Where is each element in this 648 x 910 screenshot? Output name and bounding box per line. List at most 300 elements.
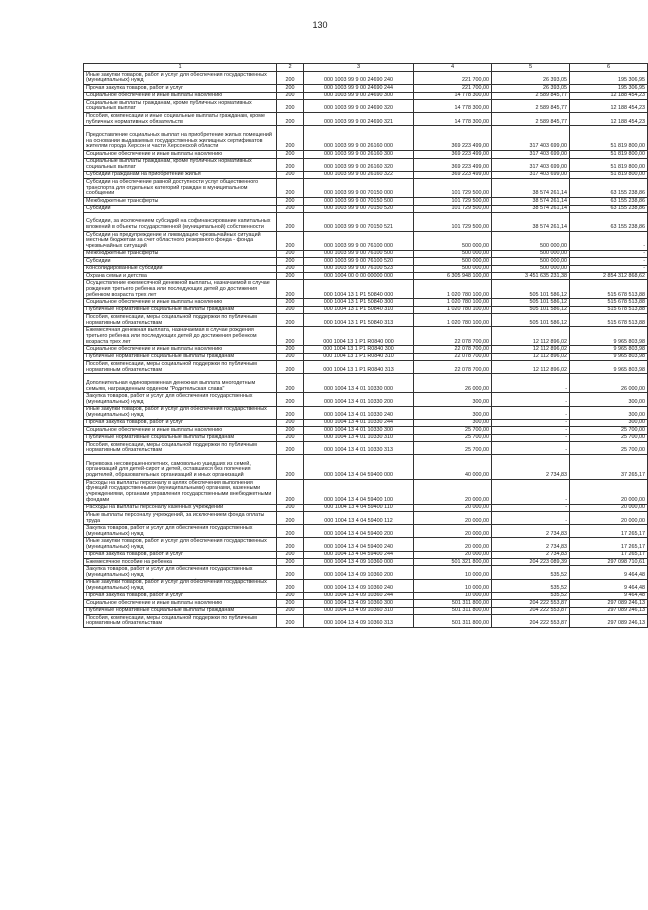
row-unexecuted-amount: 297 089 246,13 — [570, 607, 648, 614]
row-approved-amount: 25 700,00 — [414, 441, 492, 454]
row-executed-amount: - — [492, 419, 570, 426]
row-unexecuted-amount: 515 678 513,88 — [570, 314, 648, 327]
row-line-code: 200 — [277, 427, 304, 434]
row-executed-amount: - — [492, 374, 570, 393]
table-row — [84, 258, 648, 265]
row-executed-amount: 12 112 896,02 — [492, 346, 570, 353]
row-approved-amount: 1 020 780 100,00 — [414, 306, 492, 313]
row-unexecuted-amount: 9 464,48 — [570, 566, 648, 579]
row-unexecuted-amount: - — [570, 250, 648, 257]
row-name: Иные выплаты персоналу учреждений, за исключением фонда оплаты труда — [84, 512, 277, 525]
row-line-code: 200 — [277, 126, 304, 151]
row-budget-code: 000 1004 13 1 P1 R0840 000 — [304, 327, 414, 346]
row-budget-code: 000 1004 13 4 04 59400 244 — [304, 551, 414, 558]
column-header: 5 — [492, 64, 570, 72]
row-unexecuted-amount: 63 155 238,86 — [570, 198, 648, 205]
row-approved-amount: 22 078 700,00 — [414, 327, 492, 346]
table-row — [84, 99, 648, 112]
row-line-code: 200 — [277, 151, 304, 158]
row-approved-amount: 501 311 800,00 — [414, 607, 492, 614]
row-name: Прочая закупка товаров, работ и услуг — [84, 419, 277, 426]
row-unexecuted-amount: 515 678 513,88 — [570, 280, 648, 299]
row-approved-amount: 40 000,00 — [414, 455, 492, 480]
row-approved-amount: 14 778 300,00 — [414, 99, 492, 112]
row-line-code: 200 — [277, 607, 304, 614]
table-row — [84, 353, 648, 360]
row-executed-amount: - — [492, 441, 570, 454]
row-line-code: 200 — [277, 250, 304, 257]
table-header-row — [84, 64, 648, 72]
row-approved-amount: 101 729 500,00 — [414, 205, 492, 212]
row-line-code: 200 — [277, 579, 304, 592]
row-executed-amount: 317 403 699,00 — [492, 171, 570, 178]
row-line-code: 200 — [277, 99, 304, 112]
table-row — [84, 551, 648, 558]
row-budget-code: 000 1003 99 9 00 26160 320 — [304, 158, 414, 171]
row-approved-amount: 10 000,00 — [414, 566, 492, 579]
row-unexecuted-amount: 37 265,17 — [570, 455, 648, 480]
table-row — [84, 559, 648, 566]
row-budget-code: 000 1003 99 9 00 70150 500 — [304, 198, 414, 205]
row-unexecuted-amount: 51 819 800,00 — [570, 151, 648, 158]
row-name: Субсидии — [84, 205, 277, 212]
row-unexecuted-amount: 63 155 238,86 — [570, 212, 648, 231]
column-header: 3 — [304, 64, 414, 72]
row-budget-code: 000 1004 13 4 09 10360 313 — [304, 615, 414, 628]
row-name: Закупка товаров, работ и услуг для обеспечения государственных (муниципальных) нужд — [84, 566, 277, 579]
table-row — [84, 607, 648, 614]
row-approved-amount: 369 223 499,00 — [414, 151, 492, 158]
row-unexecuted-amount: 9 965 803,98 — [570, 353, 648, 360]
row-name: Иные закупки товаров, работ и услуг для обеспечения государственных (муниципальных) нужд — [84, 579, 277, 592]
row-line-code: 200 — [277, 406, 304, 419]
row-budget-code: 000 1004 13 4 04 59400 000 — [304, 455, 414, 480]
row-line-code: 200 — [277, 455, 304, 480]
row-name: Межбюджетные трансферты — [84, 198, 277, 205]
table-row — [84, 265, 648, 272]
row-unexecuted-amount: 25 700,00 — [570, 434, 648, 441]
row-executed-amount: 500 000,00 — [492, 258, 570, 265]
row-executed-amount: 535,52 — [492, 579, 570, 592]
row-approved-amount: 101 729 500,00 — [414, 179, 492, 198]
row-name: Субсидии, за исключением субсидий на софинансирование капитальных вложений в объекты государственной (муниципальной) собственности — [84, 212, 277, 231]
row-executed-amount: 38 574 261,14 — [492, 212, 570, 231]
row-budget-code: 000 1003 99 9 00 70150 521 — [304, 212, 414, 231]
row-budget-code: 000 1004 13 4 04 59400 200 — [304, 525, 414, 538]
row-name: Расходы на выплаты персоналу в целях обеспечения выполнения функций государственными (муниципальными) органами, казенными учреждениями, органами управления государственными внебюджетными фондами — [84, 479, 277, 504]
row-approved-amount: 6 305 948 100,00 — [414, 273, 492, 280]
row-approved-amount: 300,00 — [414, 406, 492, 419]
row-line-code: 200 — [277, 512, 304, 525]
table-row — [84, 504, 648, 511]
table-row — [84, 406, 648, 419]
row-approved-amount: 14 778 300,00 — [414, 92, 492, 99]
row-budget-code: 000 1004 13 4 01 10330 300 — [304, 427, 414, 434]
row-unexecuted-amount: 17 265,17 — [570, 525, 648, 538]
budget-table — [83, 63, 648, 628]
table-row — [84, 158, 648, 171]
row-name: Публичные нормативные социальные выплаты гражданам — [84, 607, 277, 614]
row-name: Социальное обеспечение и иные выплаты населению — [84, 600, 277, 607]
row-budget-code: 000 1004 13 4 04 59400 100 — [304, 479, 414, 504]
row-approved-amount: 20 000,00 — [414, 479, 492, 504]
row-executed-amount: 12 112 896,02 — [492, 327, 570, 346]
row-line-code: 200 — [277, 393, 304, 406]
row-budget-code: 000 1004 13 4 09 10360 000 — [304, 559, 414, 566]
row-executed-amount: 38 574 261,14 — [492, 205, 570, 212]
row-approved-amount: 500 000,00 — [414, 265, 492, 272]
row-approved-amount: 20 000,00 — [414, 538, 492, 551]
row-line-code: 200 — [277, 205, 304, 212]
table-row — [84, 151, 648, 158]
row-budget-code: 000 1004 13 4 04 59400 110 — [304, 504, 414, 511]
table-row — [84, 327, 648, 346]
row-executed-amount: - — [492, 504, 570, 511]
row-line-code: 200 — [277, 374, 304, 393]
row-executed-amount: - — [492, 512, 570, 525]
row-line-code: 200 — [277, 419, 304, 426]
row-approved-amount: 26 000,00 — [414, 374, 492, 393]
row-line-code: 200 — [277, 600, 304, 607]
row-unexecuted-amount: 9 965 803,98 — [570, 327, 648, 346]
row-unexecuted-amount: 63 155 238,86 — [570, 205, 648, 212]
row-budget-code: 000 1003 99 9 00 24690 300 — [304, 92, 414, 99]
table-row — [84, 171, 648, 178]
row-approved-amount: 22 078 700,00 — [414, 353, 492, 360]
row-budget-code: 000 1004 13 4 04 59400 112 — [304, 512, 414, 525]
row-line-code: 200 — [277, 525, 304, 538]
row-name: Пособия, компенсации, меры социальной поддержки по публичным нормативным обязательствам — [84, 314, 277, 327]
row-executed-amount: 204 222 553,87 — [492, 600, 570, 607]
row-unexecuted-amount: 17 265,17 — [570, 538, 648, 551]
row-budget-code: 000 1004 13 4 01 10330 240 — [304, 406, 414, 419]
row-name: Осуществление ежемесячной денежной выплаты, назначаемой в случае рождения третьего ребенка или последующих детей до достижения ребенком возраста трех лет — [84, 280, 277, 299]
row-executed-amount: 500 000,00 — [492, 231, 570, 250]
table-row — [84, 250, 648, 257]
table-row — [84, 280, 648, 299]
row-executed-amount: 2 589 845,77 — [492, 99, 570, 112]
row-name: Закупка товаров, работ и услуг для обеспечения государственных (муниципальных) нужд — [84, 393, 277, 406]
row-name: Межбюджетные трансферты — [84, 250, 277, 257]
row-budget-code: 000 1003 99 9 00 76100 000 — [304, 231, 414, 250]
table-row — [84, 306, 648, 313]
row-executed-amount: 2 734,83 — [492, 525, 570, 538]
row-line-code: 200 — [277, 212, 304, 231]
row-budget-code: 000 1003 99 9 00 70150 520 — [304, 205, 414, 212]
row-name: Субсидии на обеспечение равной доступности услуг общественного транспорта для отдельных категорий граждан в муниципальном сообщении — [84, 179, 277, 198]
table-row — [84, 346, 648, 353]
row-line-code: 200 — [277, 273, 304, 280]
row-approved-amount: 25 700,00 — [414, 434, 492, 441]
row-line-code: 200 — [277, 434, 304, 441]
row-name: Дополнительная единовременная денежная выплата многодетным семьям, награжденным орденом "Родительская слава" — [84, 374, 277, 393]
table-row — [84, 525, 648, 538]
table-row — [84, 600, 648, 607]
table-row — [84, 361, 648, 374]
row-executed-amount: - — [492, 434, 570, 441]
table-row — [84, 427, 648, 434]
table-row — [84, 273, 648, 280]
row-line-code: 200 — [277, 566, 304, 579]
row-name: Прочая закупка товаров, работ и услуг — [84, 85, 277, 92]
row-executed-amount: 12 112 896,02 — [492, 353, 570, 360]
row-approved-amount: 221 700,00 — [414, 85, 492, 92]
row-approved-amount: 101 729 500,00 — [414, 198, 492, 205]
table-row — [84, 198, 648, 205]
table-row — [84, 434, 648, 441]
table-row — [84, 592, 648, 599]
row-line-code: 200 — [277, 314, 304, 327]
row-unexecuted-amount: 9 464,48 — [570, 592, 648, 599]
row-executed-amount: 26 393,05 — [492, 72, 570, 85]
table-row — [84, 314, 648, 327]
row-unexecuted-amount: 51 819 800,00 — [570, 171, 648, 178]
table-row — [84, 393, 648, 406]
row-executed-amount: 38 574 261,14 — [492, 179, 570, 198]
row-line-code: 200 — [277, 306, 304, 313]
row-approved-amount: 10 000,00 — [414, 592, 492, 599]
row-budget-code: 000 1004 13 4 04 59400 240 — [304, 538, 414, 551]
row-line-code: 200 — [277, 265, 304, 272]
row-line-code: 200 — [277, 85, 304, 92]
row-budget-code: 000 1003 99 9 00 76100 523 — [304, 265, 414, 272]
row-line-code: 200 — [277, 179, 304, 198]
table-row — [84, 212, 648, 231]
row-line-code: 200 — [277, 479, 304, 504]
row-unexecuted-amount: 297 089 246,13 — [570, 615, 648, 628]
row-name: Консолидированные субсидии — [84, 265, 277, 272]
row-name: Социальные выплаты гражданам, кроме публичных нормативных социальных выплат — [84, 158, 277, 171]
row-line-code: 200 — [277, 280, 304, 299]
row-line-code: 200 — [277, 198, 304, 205]
row-line-code: 200 — [277, 231, 304, 250]
row-name: Пособия, компенсации, меры социальной поддержки по публичным нормативным обязательствам — [84, 361, 277, 374]
row-name: Социальное обеспечение и иные выплаты населению — [84, 92, 277, 99]
row-line-code: 200 — [277, 551, 304, 558]
row-executed-amount: 204 223 089,39 — [492, 559, 570, 566]
row-name: Ежемесячная денежная выплата, назначаемая в случае рождения третьего ребенка или последующих детей до достижения ребенком возраста трех лет — [84, 327, 277, 346]
table-row — [84, 126, 648, 151]
row-line-code: 200 — [277, 158, 304, 171]
row-approved-amount: 20 000,00 — [414, 512, 492, 525]
row-name: Публичные нормативные социальные выплаты гражданам — [84, 434, 277, 441]
row-line-code: 200 — [277, 113, 304, 126]
row-name: Пособия, компенсации и иные социальные выплаты гражданам, кроме публичных нормативных обязательств — [84, 113, 277, 126]
row-executed-amount: 204 222 553,87 — [492, 607, 570, 614]
row-unexecuted-amount: 20 000,00 — [570, 479, 648, 504]
row-budget-code: 000 1004 13 4 09 10360 240 — [304, 579, 414, 592]
row-name: Социальные выплаты гражданам, кроме публичных нормативных социальных выплат — [84, 99, 277, 112]
table-row — [84, 512, 648, 525]
row-budget-code: 000 1004 13 1 P1 R0840 300 — [304, 346, 414, 353]
row-budget-code: 000 1004 13 4 01 10330 200 — [304, 393, 414, 406]
row-approved-amount: 101 729 500,00 — [414, 212, 492, 231]
table-row — [84, 441, 648, 454]
row-executed-amount: 26 393,05 — [492, 85, 570, 92]
row-budget-code: 000 1004 13 1 P1 50840 000 — [304, 280, 414, 299]
column-header: 4 — [414, 64, 492, 72]
row-unexecuted-amount: 515 678 513,88 — [570, 299, 648, 306]
row-executed-amount: - — [492, 393, 570, 406]
row-budget-code: 000 1003 99 9 00 24690 321 — [304, 113, 414, 126]
table-row — [84, 579, 648, 592]
row-unexecuted-amount: 20 000,00 — [570, 504, 648, 511]
row-approved-amount: 501 321 800,00 — [414, 559, 492, 566]
row-name: Предоставление социальных выплат на приобретение жилых помещений на основании выдаваемых государственных жилищных сертификатов жителям города Херсон и части Херсонской области — [84, 126, 277, 151]
row-unexecuted-amount: 20 000,00 — [570, 512, 648, 525]
row-name: Пособия, компенсации, меры социальной поддержки по публичным нормативным обязательствам — [84, 441, 277, 454]
row-budget-code: 000 1004 13 4 01 10330 244 — [304, 419, 414, 426]
row-name: Перевозка несовершеннолетних, самовольно ушедших из семей, организаций для детей-сирот и детей, оставшихся без попечения родителей, образовательных организаций и иных организаций — [84, 455, 277, 480]
row-unexecuted-amount: 63 155 238,86 — [570, 179, 648, 198]
row-line-code: 200 — [277, 346, 304, 353]
row-budget-code: 000 1003 99 9 00 24690 320 — [304, 99, 414, 112]
row-executed-amount: 505 101 586,12 — [492, 280, 570, 299]
row-budget-code: 000 1004 13 1 P1 R0840 313 — [304, 361, 414, 374]
row-approved-amount: 501 311 800,00 — [414, 600, 492, 607]
row-line-code: 200 — [277, 258, 304, 265]
table-row — [84, 113, 648, 126]
row-executed-amount: 505 101 586,12 — [492, 314, 570, 327]
row-unexecuted-amount: 195 306,95 — [570, 72, 648, 85]
row-name: Социальное обеспечение и иные выплаты населению — [84, 151, 277, 158]
column-header: 2 — [277, 64, 304, 72]
row-budget-code: 000 1004 13 4 01 10330 000 — [304, 374, 414, 393]
row-budget-code: 000 1004 13 4 01 10330 310 — [304, 434, 414, 441]
row-executed-amount: 535,52 — [492, 566, 570, 579]
row-line-code: 200 — [277, 538, 304, 551]
row-approved-amount: 221 700,00 — [414, 72, 492, 85]
table-row — [84, 85, 648, 92]
row-unexecuted-amount: 300,00 — [570, 393, 648, 406]
row-unexecuted-amount: 17 265,17 — [570, 551, 648, 558]
row-executed-amount: 317 403 699,00 — [492, 126, 570, 151]
row-approved-amount: 1 020 780 100,00 — [414, 314, 492, 327]
row-line-code: 200 — [277, 353, 304, 360]
row-name: Иные закупки товаров, работ и услуг для обеспечения государственных (муниципальных) нужд — [84, 538, 277, 551]
row-line-code: 200 — [277, 299, 304, 306]
row-executed-amount: 204 222 553,87 — [492, 615, 570, 628]
table-row — [84, 615, 648, 628]
row-line-code: 200 — [277, 171, 304, 178]
row-unexecuted-amount: 9 464,48 — [570, 579, 648, 592]
row-approved-amount: 20 000,00 — [414, 525, 492, 538]
row-budget-code: 000 1004 13 4 01 10330 313 — [304, 441, 414, 454]
row-name: Субсидии гражданам на приобретение жилья — [84, 171, 277, 178]
row-executed-amount: 317 403 699,00 — [492, 158, 570, 171]
table-row — [84, 455, 648, 480]
row-unexecuted-amount: 25 700,00 — [570, 441, 648, 454]
row-executed-amount: 2 589 845,77 — [492, 92, 570, 99]
row-budget-code: 000 1003 99 9 00 24690 244 — [304, 85, 414, 92]
row-budget-code: 000 1004 13 1 P1 50840 313 — [304, 314, 414, 327]
table-row — [84, 72, 648, 85]
row-name: Публичные нормативные социальные выплаты гражданам — [84, 306, 277, 313]
table-row — [84, 566, 648, 579]
table-row — [84, 231, 648, 250]
row-name: Публичные нормативные социальные выплаты гражданам — [84, 353, 277, 360]
row-executed-amount: - — [492, 479, 570, 504]
row-name: Субсидии на предупреждение и ликвидацию чрезвычайных ситуаций местным бюджетам за счет областного резервного фонда - фонда чрезвычайных ситуаций — [84, 231, 277, 250]
row-approved-amount: 20 000,00 — [414, 551, 492, 558]
row-executed-amount: 505 101 586,12 — [492, 306, 570, 313]
row-executed-amount: 500 000,00 — [492, 265, 570, 272]
row-name: Прочая закупка товаров, работ и услуг — [84, 551, 277, 558]
row-approved-amount: 20 000,00 — [414, 504, 492, 511]
row-line-code: 200 — [277, 92, 304, 99]
table-row — [84, 299, 648, 306]
row-line-code: 200 — [277, 361, 304, 374]
row-unexecuted-amount: 51 819 800,00 — [570, 126, 648, 151]
row-budget-code: 000 1004 13 4 09 10360 300 — [304, 600, 414, 607]
row-name: Субсидии — [84, 258, 277, 265]
row-executed-amount: 2 589 845,77 — [492, 113, 570, 126]
row-budget-code: 000 1004 13 1 P1 50840 310 — [304, 306, 414, 313]
table-row — [84, 374, 648, 393]
row-line-code: 200 — [277, 441, 304, 454]
table-row — [84, 179, 648, 198]
row-budget-code: 000 1003 99 9 00 70150 000 — [304, 179, 414, 198]
row-unexecuted-amount: - — [570, 258, 648, 265]
row-unexecuted-amount: - — [570, 231, 648, 250]
row-line-code: 200 — [277, 72, 304, 85]
row-line-code: 200 — [277, 504, 304, 511]
row-approved-amount: 10 000,00 — [414, 579, 492, 592]
row-executed-amount: 535,52 — [492, 592, 570, 599]
row-budget-code: 000 1004 13 4 09 10360 310 — [304, 607, 414, 614]
row-line-code: 200 — [277, 615, 304, 628]
row-line-code: 200 — [277, 327, 304, 346]
row-budget-code: 000 1003 99 9 00 26160 000 — [304, 126, 414, 151]
row-executed-amount: 317 403 699,00 — [492, 151, 570, 158]
row-name: Закупка товаров, работ и услуг для обеспечения государственных (муниципальных) нужд — [84, 525, 277, 538]
row-unexecuted-amount: 300,00 — [570, 406, 648, 419]
row-unexecuted-amount: 26 000,00 — [570, 374, 648, 393]
row-name: Пособия, компенсации, меры социальной поддержки по публичным нормативным обязательствам — [84, 615, 277, 628]
row-approved-amount: 500 000,00 — [414, 231, 492, 250]
table-row — [84, 205, 648, 212]
row-approved-amount: 369 223 499,00 — [414, 171, 492, 178]
row-budget-code: 000 1003 99 9 00 76100 520 — [304, 258, 414, 265]
row-name: Социальное обеспечение и иные выплаты населению — [84, 427, 277, 434]
row-name: Иные закупки товаров, работ и услуг для обеспечения государственных (муниципальных) нужд — [84, 406, 277, 419]
row-unexecuted-amount: 9 965 803,98 — [570, 346, 648, 353]
row-approved-amount: 14 778 300,00 — [414, 113, 492, 126]
row-budget-code: 000 1004 13 1 P1 R0840 310 — [304, 353, 414, 360]
row-budget-code: 000 1004 00 0 00 00000 000 — [304, 273, 414, 280]
row-approved-amount: 500 000,00 — [414, 258, 492, 265]
row-executed-amount: 505 101 586,12 — [492, 299, 570, 306]
row-executed-amount: 3 451 635 231,38 — [492, 273, 570, 280]
row-unexecuted-amount: 297 098 710,61 — [570, 559, 648, 566]
row-approved-amount: 22 078 700,00 — [414, 346, 492, 353]
row-budget-code: 000 1003 99 9 00 76100 500 — [304, 250, 414, 257]
row-approved-amount: 500 000,00 — [414, 250, 492, 257]
row-executed-amount: 38 574 261,14 — [492, 198, 570, 205]
row-approved-amount: 1 020 780 100,00 — [414, 299, 492, 306]
row-line-code: 200 — [277, 592, 304, 599]
table-row — [84, 419, 648, 426]
table-row — [84, 479, 648, 504]
row-unexecuted-amount: - — [570, 265, 648, 272]
row-unexecuted-amount: 51 819 800,00 — [570, 158, 648, 171]
row-unexecuted-amount: 12 188 454,23 — [570, 92, 648, 99]
row-executed-amount: 2 734,83 — [492, 551, 570, 558]
row-approved-amount: 1 020 780 100,00 — [414, 280, 492, 299]
row-budget-code: 000 1004 13 1 P1 50840 300 — [304, 299, 414, 306]
table-row — [84, 538, 648, 551]
row-unexecuted-amount: 300,00 — [570, 419, 648, 426]
